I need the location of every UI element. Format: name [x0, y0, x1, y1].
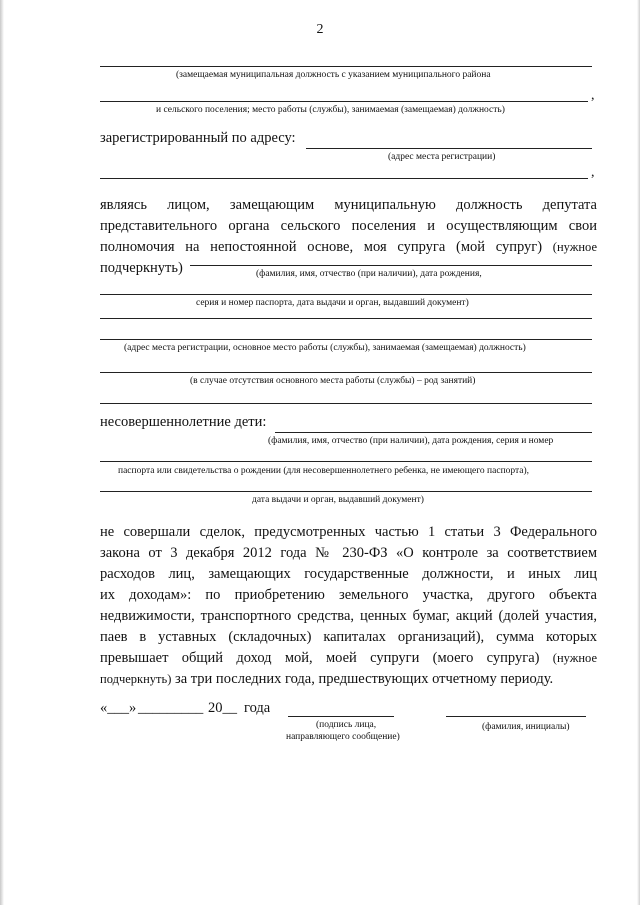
spouse-extra-line	[100, 318, 592, 319]
comma: ,	[591, 165, 595, 180]
spouse-name-caption: (фамилия, имя, отчество (при наличии), дата рождения,	[256, 269, 482, 279]
transactions-line: не совершали сделок, предусмотренных частью 1 статьи 3 Федерального	[100, 524, 597, 540]
statement-line	[100, 237, 597, 258]
children-issued-line	[100, 491, 592, 492]
transactions-text: превышает общий доход мой, моей супруги (моего супруга)	[100, 650, 540, 666]
children-issued-caption: дата выдачи и орган, выдавший документ)	[252, 495, 424, 505]
signature-caption: (подпись лица,	[316, 720, 377, 730]
spouse-name-line	[190, 265, 592, 266]
signature-caption-2: направляющего сообщение)	[286, 732, 400, 742]
registered-address-line-2	[100, 178, 588, 179]
transactions-line: расходов лиц, замещающих государственные должности, и иных лиц	[100, 566, 597, 582]
spouse-address-caption: (адрес места регистрации, основное место работы (службы), занимаемая (замещаемая) должность)	[124, 343, 526, 353]
children-name-caption: (фамилия, имя, отчество (при наличии), дата рождения, серия и номер	[268, 436, 554, 446]
transactions-line: паев в уставных (складочных) капиталах организаций), сумма которых	[100, 629, 597, 645]
spouse-passport-caption: серия и номер паспорта, дата выдачи и орган, выдавший документ)	[196, 298, 469, 308]
spouse-address-line	[100, 339, 592, 340]
spouse-occupation-line	[100, 372, 592, 373]
minors-label: несовершеннолетние дети:	[100, 414, 267, 430]
statement-text: полномочия на непостоянной основе, моя супруга (мой супруг)	[100, 239, 543, 255]
signature-line	[288, 716, 394, 717]
position-line	[100, 66, 592, 67]
transactions-line	[100, 669, 597, 690]
statement-note: (нужное	[552, 240, 598, 254]
settlement-caption: и сельского поселения; место работы (службы), занимаемая (замещаемая) должность)	[156, 105, 505, 115]
date-year-word: года	[244, 700, 271, 716]
fio-caption: (фамилия, инициалы)	[482, 722, 570, 732]
transactions-line: закона от 3 декабря 2012 года № 230-ФЗ «О контроле за соответствием	[100, 545, 597, 561]
spouse-occupation-caption: (в случае отсутствия основного места работы (службы) – род занятий)	[190, 376, 476, 386]
registered-label: зарегистрированный по адресу:	[100, 130, 296, 146]
reg-address-caption: (адрес места регистрации)	[388, 152, 496, 162]
transactions-note: (нужное	[552, 651, 597, 665]
fio-line	[446, 716, 586, 717]
date-day: «___»	[100, 700, 137, 716]
statement-line: представительного органа сельского поселения и осуществляющим свои	[100, 218, 597, 234]
date-month: _________	[138, 700, 204, 716]
position-caption: (замещаемая муниципальная должность с указанием муниципального района	[176, 70, 491, 80]
statement-line: подчеркнуть)	[100, 260, 183, 276]
statement-line: являясь лицом, замещающим муниципальную должность депутата	[100, 197, 597, 213]
transactions-line	[100, 648, 597, 669]
transactions-line: их доходам»: по приобретению земельного участка, другого объекта	[100, 587, 597, 603]
transactions-text: за три последних года, предшествующих отчетному периоду.	[175, 671, 554, 687]
children-passport-caption: паспорта или свидетельства о рождении (для несовершеннолетнего ребенка, не имеющего паспорта),	[118, 466, 530, 476]
spouse-passport-line	[100, 294, 592, 295]
children-name-line	[275, 432, 592, 433]
statement-paragraph	[100, 195, 597, 279]
position-line-2	[100, 101, 588, 102]
page-number: 2	[316, 22, 324, 37]
children-passport-line	[100, 461, 592, 462]
transactions-paragraph	[100, 522, 597, 690]
date-year: 20__	[208, 700, 237, 716]
comma: ,	[591, 88, 595, 103]
transactions-line: недвижимости, транспортного средства, ценных бумаг, акций (долей участия,	[100, 608, 597, 624]
spouse-extra-line-2	[100, 403, 592, 404]
transactions-note: подчеркнуть)	[100, 672, 172, 686]
registered-address-line	[306, 148, 592, 149]
scan-edge-left	[0, 0, 4, 905]
